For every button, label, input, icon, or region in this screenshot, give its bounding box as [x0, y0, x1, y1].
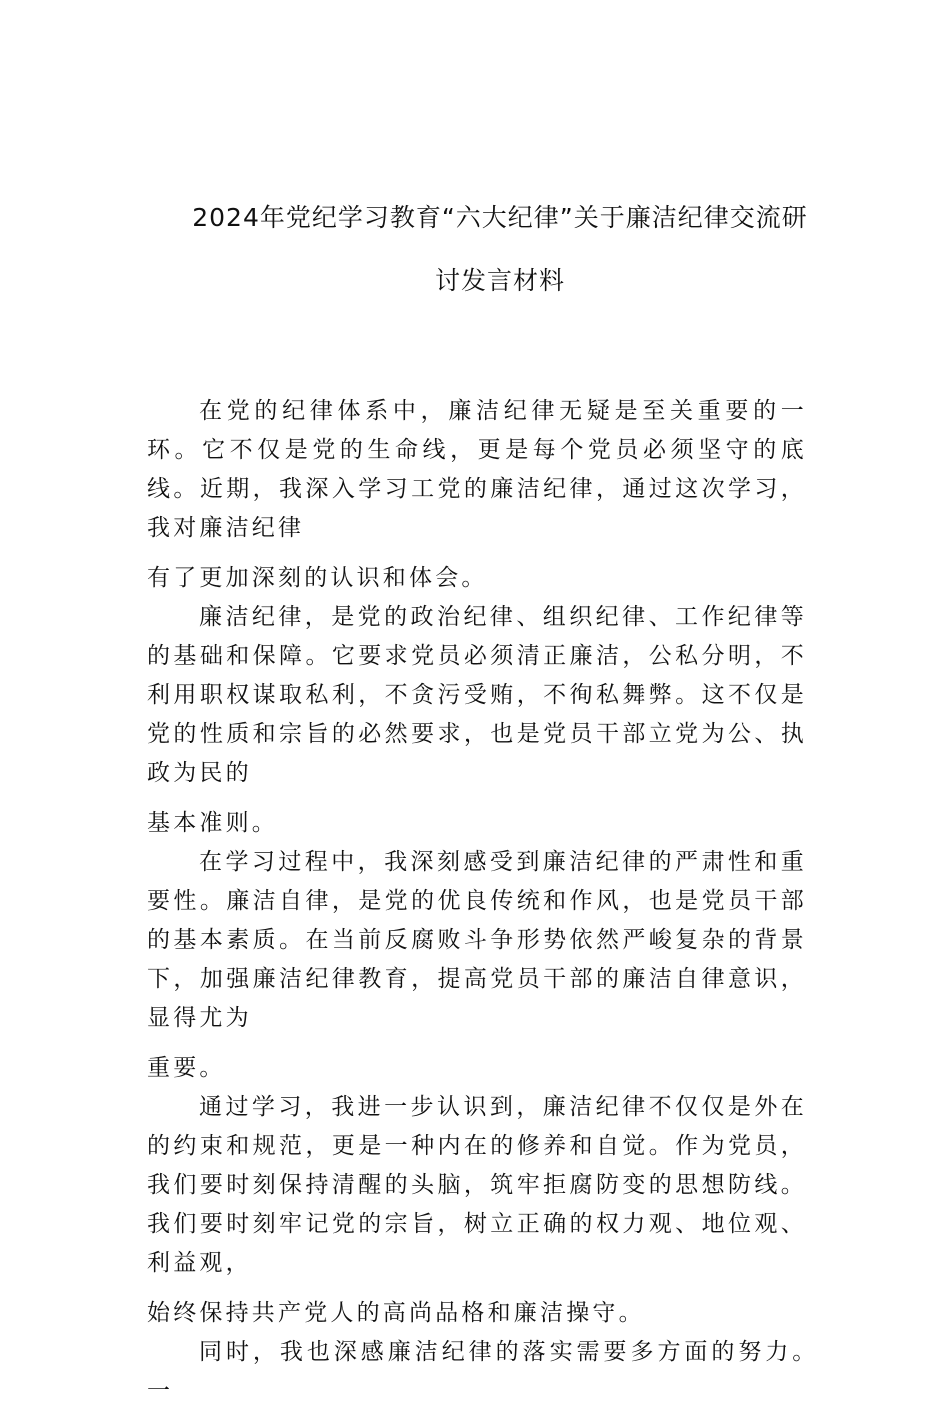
paragraph-text: 通过学习，我进一步认识到，廉洁纪律不仅仅是外在的约束和规范，更是一种内在的修养和自觉。作为党员，我们要时刻保持清醒的头脑，筑牢拒腐防变的思想防线。我们要时刻牢记党的宗旨，树立正确的权力观、地位观、利益观，: [147, 1094, 807, 1276]
document-title-line-2: 讨发言材料: [434, 266, 565, 295]
paragraph-1: [147, 392, 807, 598]
paragraph-5: [147, 1333, 834, 1411]
paragraph-2: [147, 598, 807, 843]
paragraph-text: 在学习过程中，我深刻感受到廉洁纪律的严肃性和重要性。廉洁自律，是党的优良传统和作风，也是党员干部的基本素质。在当前反腐败斗争形势依然严峻复杂的背景下，加强廉洁纪律教育，提高党员干部的廉洁自律意识，显得尤为: [147, 849, 807, 1031]
paragraph-3: [147, 843, 807, 1088]
paragraph-text: 同时，我也深感廉洁纪律的落实需要多方面的努力。 一: [147, 1339, 834, 1404]
paragraph-last-line: 有了更加深刻的认识和体会。: [147, 565, 488, 591]
paragraph-last-line: 基本准则。: [147, 810, 278, 836]
document-body: [147, 392, 834, 1411]
paragraph-text: 廉洁纪律，是党的政治纪律、组织纪律、工作纪律等的基础和保障。它要求党员必须清正廉洁，公私分明，不利用职权谋取私利，不贪污受贿，不徇私舞弊。这不仅是党的性质和宗旨的必然要求，也是党员干部立党为公、执政为民的: [147, 604, 807, 786]
document-title-line-1: 2024年党纪学习教育“六大纪律”关于廉洁纪律交流研: [192, 203, 808, 232]
paragraph-last-line: 始终保持共产党人的高尚品格和廉洁操守。: [147, 1300, 645, 1326]
paragraph-last-line: 重要。: [147, 1055, 226, 1081]
paragraph-text: 在党的纪律体系中，廉洁纪律无疑是至关重要的一环。它不仅是党的生命线，更是每个党员必须坚守的底线。近期，我深入学习工党的廉洁纪律，通过这次学习，我对廉洁纪律: [147, 398, 807, 541]
paragraph-4: [147, 1088, 807, 1333]
